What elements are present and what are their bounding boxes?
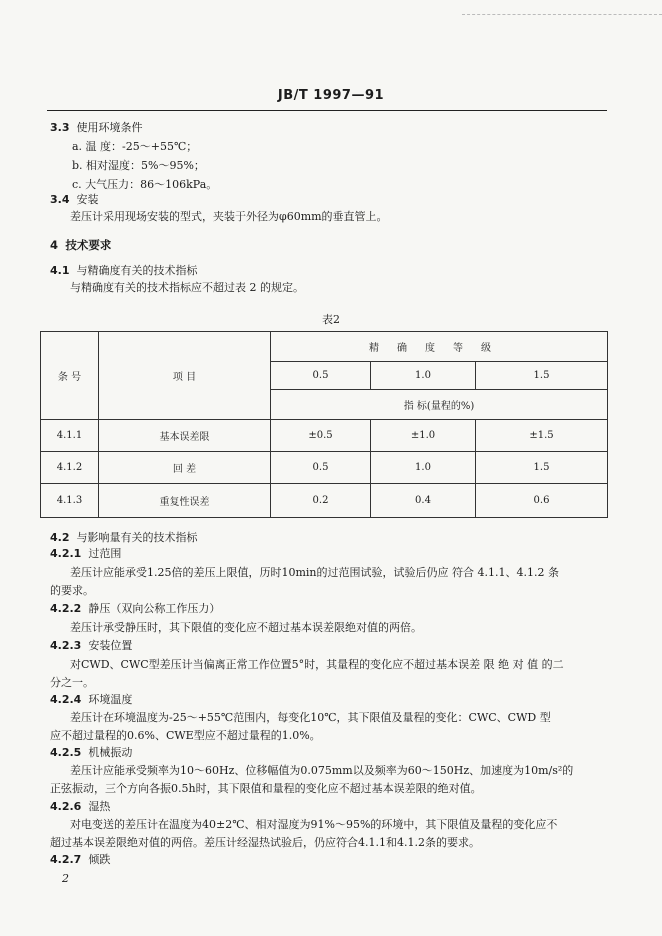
section-number: 4.2.1 bbox=[50, 547, 82, 560]
section-3-4-heading bbox=[50, 193, 99, 207]
section-4-1-heading bbox=[50, 264, 198, 278]
paragraph-line: 正弦振动，三个方向各振0.5h时，其下限值和量程的变化应不超过基本误差限的绝对值。 bbox=[50, 782, 482, 795]
section-4-2-2-heading bbox=[50, 602, 220, 616]
row-value: 0.2 bbox=[271, 484, 371, 518]
header-item-no: 条 号 bbox=[41, 332, 99, 420]
accuracy-text: 与精确度有关的技术指标应不超过表 2 的规定。 bbox=[70, 281, 304, 294]
header-rule bbox=[47, 110, 607, 111]
section-4-2-3-heading bbox=[50, 639, 132, 653]
section-title: 湿热 bbox=[88, 800, 111, 813]
table-row bbox=[41, 420, 608, 452]
section-4-2-4-heading bbox=[50, 693, 132, 707]
section-3-3-heading bbox=[50, 121, 143, 135]
section-4-2-6-heading bbox=[50, 800, 110, 814]
section-title: 环境温度 bbox=[88, 693, 133, 706]
section-number: 4.2.5 bbox=[50, 746, 82, 759]
condition-pressure: c. 大气压力：86～106kPa。 bbox=[72, 178, 218, 191]
row-value: 0.5 bbox=[271, 452, 371, 484]
section-title: 与影响量有关的技术指标 bbox=[76, 531, 198, 544]
section-number: 4.1 bbox=[50, 264, 70, 277]
section-4-2-5-heading bbox=[50, 746, 132, 760]
row-item: 重复性误差 bbox=[99, 484, 271, 518]
row-value: 1.5 bbox=[476, 452, 608, 484]
section-title: 过范围 bbox=[88, 547, 122, 560]
section-number: 4.2 bbox=[50, 531, 70, 544]
grade-cell: 1.0 bbox=[371, 362, 476, 390]
section-number: 3.4 bbox=[50, 193, 70, 206]
paragraph-line: 应不超过量程的0.6%、CWE型应不超过量程的1.0%。 bbox=[50, 729, 321, 742]
paragraph-line: 分之一。 bbox=[50, 676, 94, 689]
section-number: 4.2.2 bbox=[50, 602, 82, 615]
row-value: 0.4 bbox=[371, 484, 476, 518]
row-value: 0.6 bbox=[476, 484, 608, 518]
section-title: 静压（双向公称工作压力） bbox=[88, 602, 221, 615]
paragraph-line: 差压计承受静压时，其下限值的变化应不超过基本误差限绝对值的两倍。 bbox=[70, 621, 422, 634]
paragraph-line: 差压计应能承受1.25倍的差压上限值，历时10min的过范围试验，试验后仍应 符合 4.1.1、4.1.2 条 bbox=[70, 566, 559, 579]
section-title: 使用环境条件 bbox=[76, 121, 143, 134]
paragraph-line: 对CWD、CWC型差压计当偏离正常工作位置5°时，其量程的变化应不超过基本误差 限 绝 对 值 的二 bbox=[70, 658, 564, 671]
scan-fold-mark bbox=[462, 0, 662, 15]
section-title: 安装位置 bbox=[88, 639, 133, 652]
condition-temperature: a. 温 度：-25～+55℃； bbox=[72, 140, 198, 153]
header-item: 项 目 bbox=[99, 332, 271, 420]
section-4-2-7-heading bbox=[50, 853, 110, 867]
grade-cell: 0.5 bbox=[271, 362, 371, 390]
paragraph-line: 差压计在环境温度为-25～+55℃范围内，每变化10℃，其下限值及量程的变化：CWC、CWD 型 bbox=[70, 711, 551, 724]
row-no: 4.1.1 bbox=[41, 420, 99, 452]
section-number: 3.3 bbox=[50, 121, 70, 134]
section-number: 4.2.3 bbox=[50, 639, 82, 652]
section-title: 与精确度有关的技术指标 bbox=[76, 264, 198, 277]
section-title: 机械振动 bbox=[88, 746, 133, 759]
installation-text: 差压计采用现场安装的型式，夹装于外径为φ60mm的垂直管上。 bbox=[70, 210, 388, 223]
page-number: 2 bbox=[62, 872, 69, 885]
row-value: ±0.5 bbox=[271, 420, 371, 452]
section-title: 安装 bbox=[76, 193, 99, 206]
table-row bbox=[41, 452, 608, 484]
row-no: 4.1.2 bbox=[41, 452, 99, 484]
paragraph-line: 超过基本误差限绝对值的两倍。差压计经湿热试验后，仍应符合4.1.1和4.1.2条的要求。 bbox=[50, 836, 480, 849]
section-4-heading bbox=[50, 238, 111, 252]
section-title: 技术要求 bbox=[65, 238, 112, 252]
condition-humidity: b. 相对湿度：5%～95%； bbox=[72, 159, 205, 172]
grade-cell: 1.5 bbox=[476, 362, 608, 390]
row-item: 回 差 bbox=[99, 452, 271, 484]
section-number: 4.2.7 bbox=[50, 853, 82, 866]
paragraph-line: 对电变送的差压计在温度为40±2℃、相对湿度为91%～95%的环境中，其下限值及量程的变化应不 bbox=[70, 818, 558, 831]
row-item: 基本误差限 bbox=[99, 420, 271, 452]
table-caption: 表2 bbox=[322, 313, 340, 326]
section-number: 4 bbox=[50, 238, 59, 252]
header-accuracy-grade: 精确度等级 bbox=[271, 332, 608, 362]
row-value: 1.0 bbox=[371, 452, 476, 484]
row-value: ±1.5 bbox=[476, 420, 608, 452]
section-number: 4.2.4 bbox=[50, 693, 82, 706]
header-index: 指 标(量程的%) bbox=[271, 390, 608, 420]
section-4-2-heading bbox=[50, 531, 198, 545]
paragraph-line: 的要求。 bbox=[50, 584, 94, 597]
section-title: 倾跌 bbox=[88, 853, 111, 866]
table-row bbox=[41, 484, 608, 518]
standard-number: JB/T 1997—91 bbox=[277, 88, 385, 103]
row-value: ±1.0 bbox=[371, 420, 476, 452]
row-no: 4.1.3 bbox=[41, 484, 99, 518]
accuracy-table bbox=[40, 331, 608, 518]
section-4-2-1-heading bbox=[50, 547, 121, 561]
paragraph-line: 差压计应能承受频率为10～60Hz、位移幅值为0.075mm以及频率为60～150Hz、加速度为10m/s²的 bbox=[70, 764, 574, 777]
section-number: 4.2.6 bbox=[50, 800, 82, 813]
